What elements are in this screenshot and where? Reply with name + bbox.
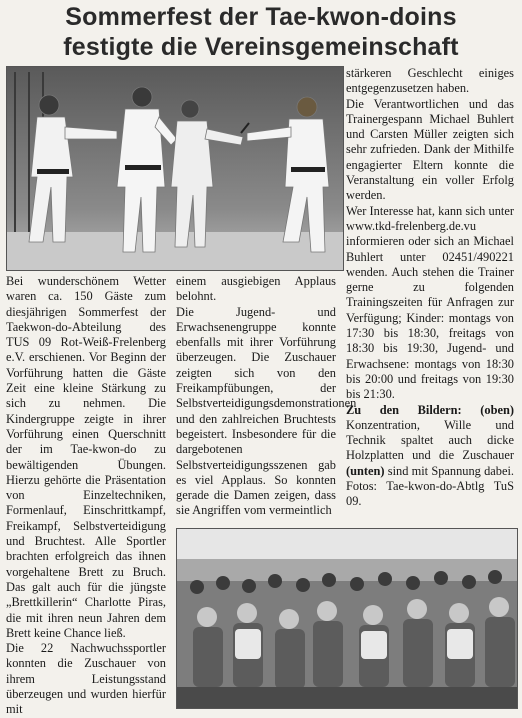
bottom-photo-audience [176,528,518,709]
article-headline [0,2,522,62]
col1-paragraph-1: Bei wunderschönem Wetter waren ca. 150 Gäste zum diesjährigen Sommerfest der Taekwon-do-Abteilung des TUS 09 Rot-Weiß-Frelenberg e.V. erschienen. Vor Beginn der Vorführung hatten die Gäste Zeit eine kleine Stärkung zu sich zu nehmen. Die Kindergruppe zeigte in ihrer Vorführung einen Querschnitt der im Tae-kwon-do zu bewältigenden Übungen. Hierzu gehörte die Präsentation von Einzeltechniken, Formenlauf, Einschrittkampf, Freikampf, Selbstverteidigung und Bruchtest. Alle Sportler brachten erfolgreich das ihnen vorgehaltene Brett zu Bruch. Das galt auch für die jüngste „Brettkillerin“ Charlotte Piras, die mit ihren neun Jahren dem Brett keine Chance ließ. [6,274,166,640]
headline-line-2: festigte die Vereinsgemeinschaft [63,33,459,61]
text-column-1 [6,274,166,717]
text-column-3 [346,66,514,524]
col3-paragraph-3: Wer Interesse hat, kann sich unter www.tkd-frelenberg.de.vu informieren oder sich an Michael Buhlert unter 02451/490221 wenden. Auch stehen die Trainer gerne zu folgenden Trainingszeiten für Anfragen zur Verfügung; Kinder: montags von 17:30 bis 18:30, freitags von 18:30 bis 19:30, Jugend- und Erwachsene: montags von 18:30 bis 20:00 und freitags von 19:30 bis 21:30. [346,203,514,402]
caption-text-a: Konzentration, Wille und Technik spaltet auch dicke Holzplatten und die Zuschauer [346,417,514,463]
col3-paragraph-2: Die Verantwortlichen und das Trainergespann Michael Buhlert und Carsten Müller zeigten sich sehr zufrieden. Dank der Mithilfe engagierter Eltern konnte die Veranstaltung ein voller Erfolg werden. [346,96,514,203]
demo-photo-drawing [7,67,343,270]
col2-paragraph-1: einem ausgiebigen Applaus belohnt. [176,274,336,304]
col1-paragraph-2: Die 22 Nachwuchssportler konnten die Zuschauer von ihrem Leistungsstand überzeugen und wurden hierfür mit [6,641,166,717]
photo-caption [346,403,514,510]
caption-lead: Zu den Bildern: (oben) [346,402,514,417]
text-column-2 [176,274,357,524]
caption-below-marker: (unten) [346,463,385,478]
caption-text-b: sind mit Spannung dabei. Fotos: Tae-kwon-do-Abtlg TuS 09. [346,463,514,509]
top-photo-taekwondo-demo [6,66,344,271]
headline-line-1: Sommerfest der Tae-kwon-doins [65,3,457,31]
audience-photo-drawing [177,529,517,708]
col2-paragraph-2: Die Jugend- und Erwachsenengruppe konnte ebenfalls mit ihrer Vorführung überzeugen. Die Zuschauer zeigten sich von den Freikampfübungen, der Selbstverteidigungsdemonstrationen und den zahlreichen Bruchtests begeistert. Insbesondere für die dargebotenen Selbstverteidigungsszenen gab es viel Applaus. So konnten gerade die Damen zeigen, dass sie Angriffen vom vermeintlich [176,304,357,518]
col3-paragraph-1: stärkeren Geschlecht einiges entgegenzusetzen haben. [346,66,514,96]
